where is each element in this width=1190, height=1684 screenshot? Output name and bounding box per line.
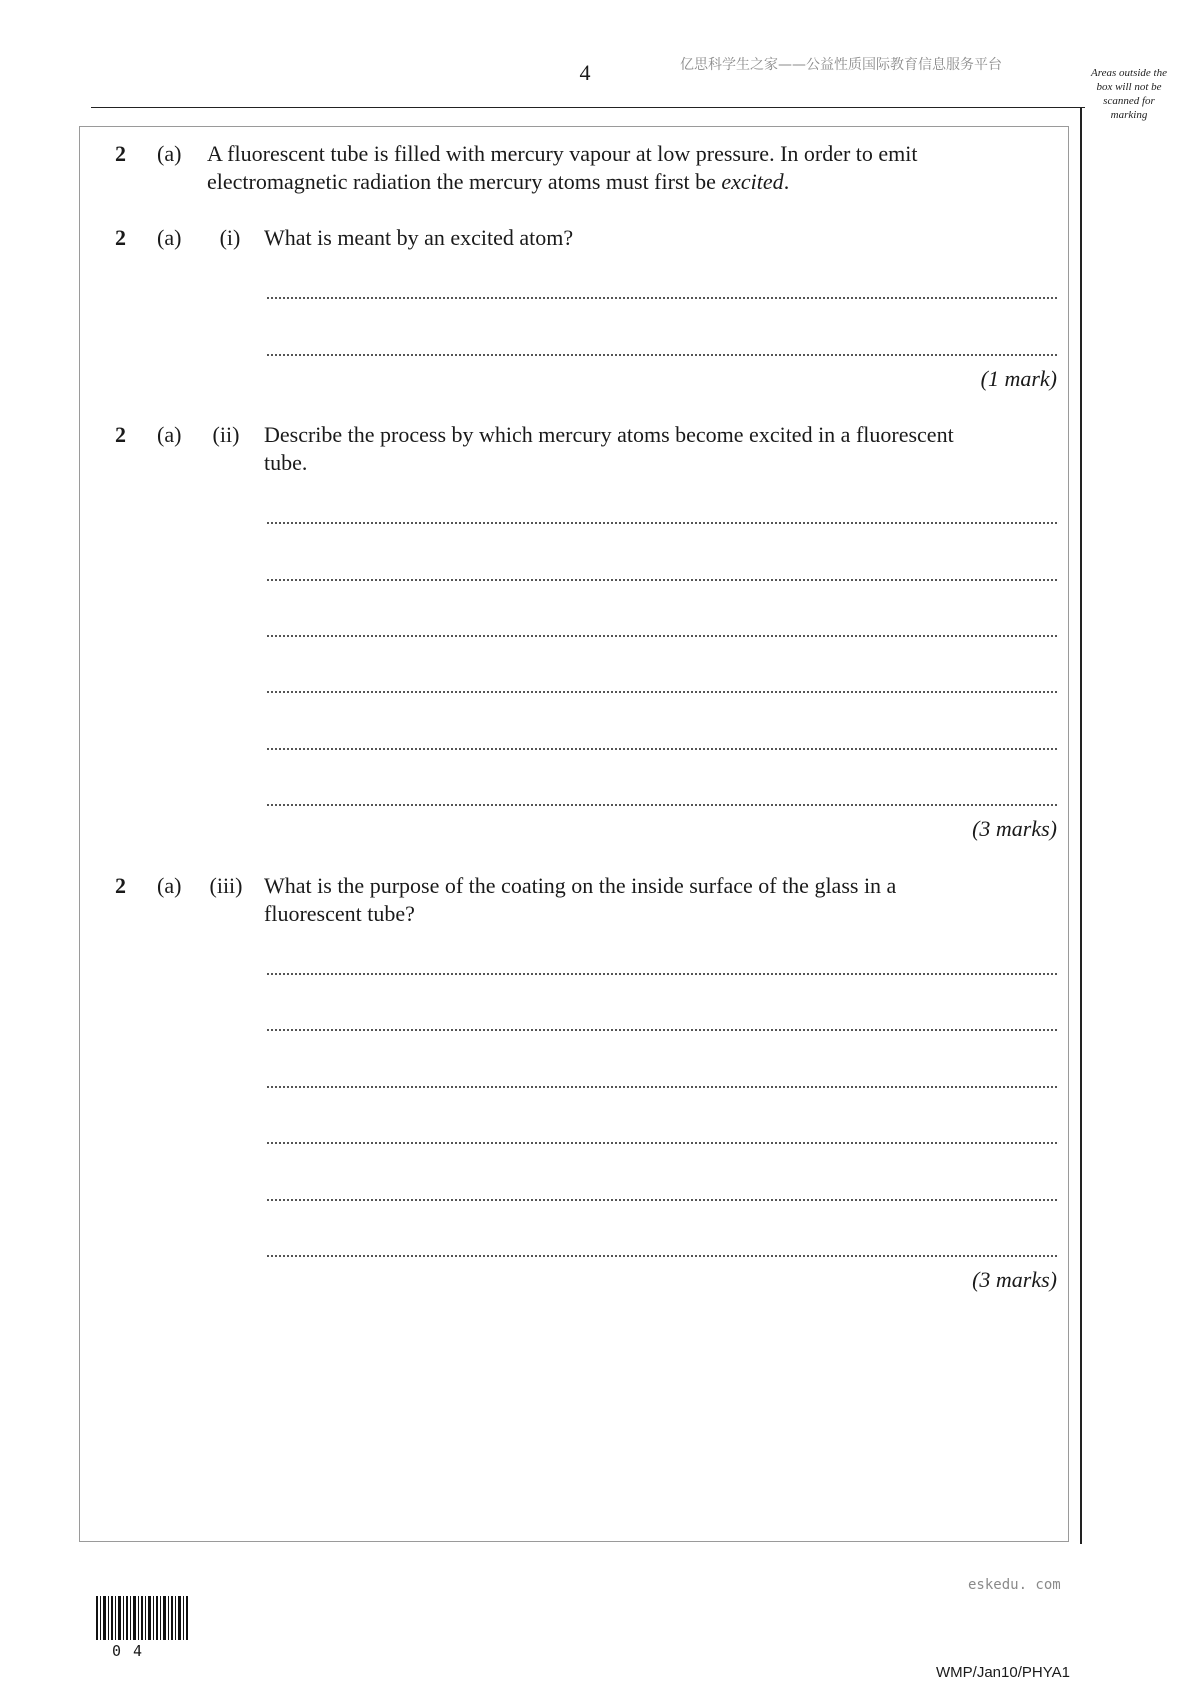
question-text-line1: Describe the process by which mercury atoms become excited in a fluorescent xyxy=(264,422,954,447)
question-text-line2: fluorescent tube? xyxy=(264,901,415,926)
answer-line[interactable] xyxy=(267,522,1057,524)
question-number: 2 xyxy=(115,225,126,250)
question-number: 2 xyxy=(115,873,126,898)
watermark-top: 亿思科学生之家——公益性质国际教育信息服务平台 xyxy=(680,57,1002,73)
answer-line[interactable] xyxy=(267,1199,1057,1201)
question-text-line1: What is the purpose of the coating on the inside surface of the glass in a xyxy=(264,873,897,898)
answer-line[interactable] xyxy=(267,354,1057,356)
answer-line[interactable] xyxy=(267,1029,1057,1031)
question-subpart: (iii) xyxy=(209,873,243,898)
question-text-line2: tube. xyxy=(264,450,308,475)
page-number: 4 xyxy=(579,60,591,85)
emphasis-excited: excited xyxy=(721,169,784,194)
question-text xyxy=(264,421,954,477)
question-subpart: (ii) xyxy=(212,422,240,447)
answer-line[interactable] xyxy=(267,297,1057,299)
answer-line[interactable] xyxy=(267,1142,1057,1144)
question-text-line2: electromagnetic radiation the mercury atoms must first be xyxy=(207,169,722,194)
answer-line[interactable] xyxy=(267,804,1057,806)
right-margin-rule xyxy=(1080,107,1082,1544)
answer-line[interactable] xyxy=(267,748,1057,750)
answer-line[interactable] xyxy=(267,579,1057,581)
answer-line[interactable] xyxy=(267,1086,1057,1088)
answer-line[interactable] xyxy=(267,691,1057,693)
answer-line[interactable] xyxy=(267,973,1057,975)
question-part: (a) xyxy=(157,422,182,447)
answer-box xyxy=(79,126,1069,1542)
question-subpart: (i) xyxy=(219,225,241,250)
marks-label: (3 marks) xyxy=(972,816,1057,841)
marks-label: (3 marks) xyxy=(972,1267,1057,1292)
question-part: (a) xyxy=(157,141,182,166)
question-text-line1: A fluorescent tube is filled with mercury vapour at low pressure. In order to emit xyxy=(207,141,918,166)
watermark-bottom: eskedu. com xyxy=(968,1577,1061,1593)
question-number: 2 xyxy=(115,422,126,447)
marks-label: (1 mark) xyxy=(980,366,1057,391)
barcode-digits: 04 xyxy=(112,1642,155,1660)
question-part: (a) xyxy=(157,873,182,898)
question-text: What is meant by an excited atom? xyxy=(264,225,574,250)
question-text xyxy=(264,872,896,928)
answer-line[interactable] xyxy=(267,1255,1057,1257)
barcode xyxy=(96,1596,188,1640)
question-part: (a) xyxy=(157,225,182,250)
top-rule xyxy=(91,107,1085,108)
question-number: 2 xyxy=(115,141,126,166)
footer-code: WMP/Jan10/PHYA1 xyxy=(936,1664,1070,1681)
answer-line[interactable] xyxy=(267,635,1057,637)
margin-note: Areas outside the box will not be scanned for marking xyxy=(1091,67,1167,121)
question-text: A fluorescent tube is filled with mercury vapour at low pressure. In order to emit electromagnetic radiation the mercury atoms must first be excited. xyxy=(207,141,918,194)
